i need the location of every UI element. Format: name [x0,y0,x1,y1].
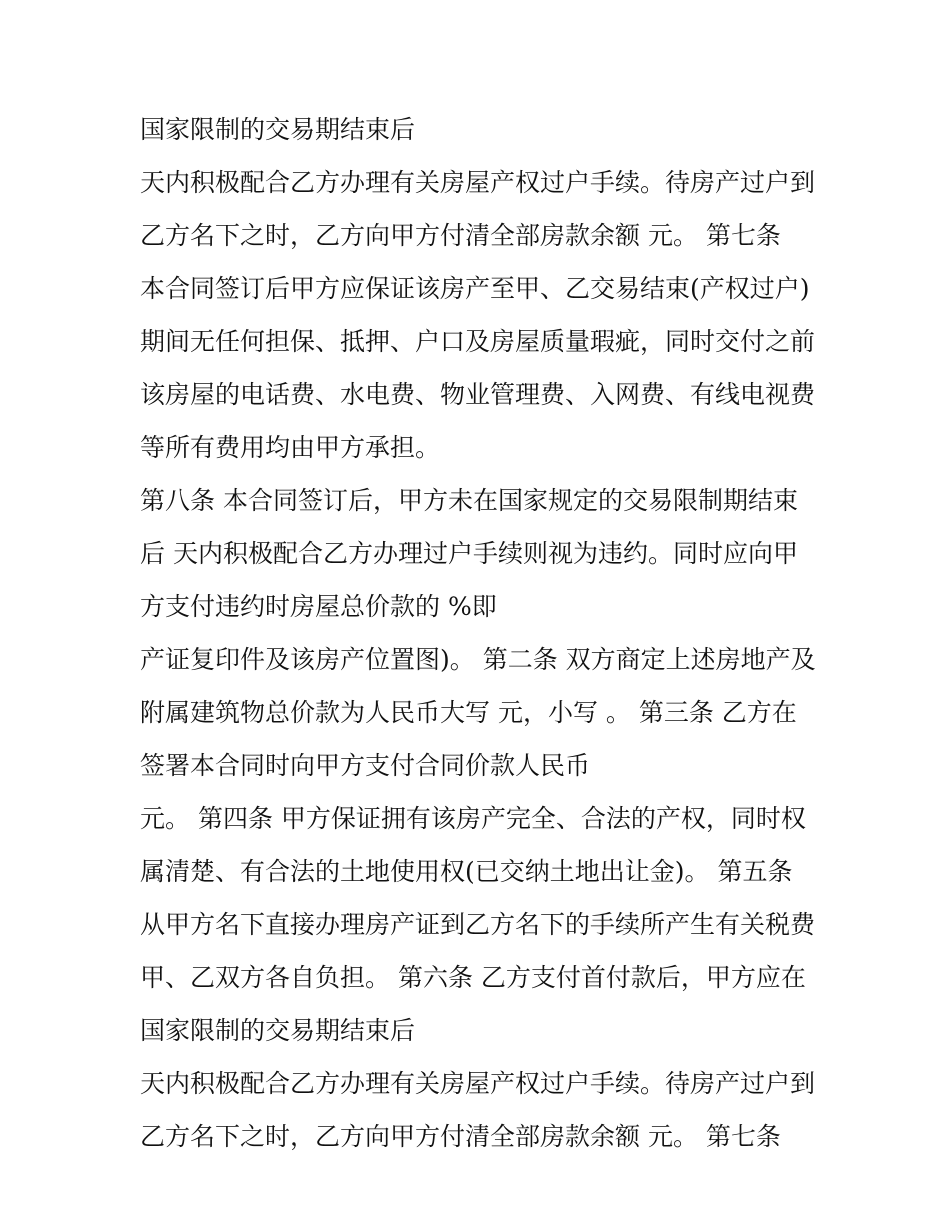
text-line: 该房屋的电话费、水电费、物业管理费、入网费、有线电视费 [140,380,816,409]
text-line: 国家限制的交易期结束后 [140,115,416,144]
text-line: 签署本合同时向甲方支付合同价款人民币 [140,751,591,780]
text-line: 天内积极配合乙方办理有关房屋产权过户手续。待房产过户到 [140,168,816,197]
text-line: 方支付违约时房屋总价款的 %即 [140,592,497,621]
text-line: 第八条 本合同签订后，甲方未在国家规定的交易限制期结束 [140,486,798,515]
text-line: 产证复印件及该房产位置图)。 第二条 双方商定上述房地产及 [140,645,816,674]
text-line: 元。 第四条 甲方保证拥有该房产完全、合法的产权，同时权 [140,804,806,833]
text-line: 附属建筑物总价款为人民币大写 元，小写 。 第三条 乙方在 [140,698,797,727]
contract-text-body [140,110,830,1170]
text-line: 天内积极配合乙方办理有关房屋产权过户手续。待房产过户到 [140,1069,816,1098]
text-line: 后 天内积极配合乙方办理过户手续则视为违约。同时应向甲 [140,539,798,568]
text-line: 等所有费用均由甲方承担。 [140,433,441,462]
text-line: 属清楚、有合法的土地使用权(已交纳土地出让金)。 第五条 [140,857,793,886]
text-line: 本合同签订后甲方应保证该房产至甲、乙交易结束(产权过户) [140,274,810,303]
text-line: 从甲方名下直接办理房产证到乙方名下的手续所产生有关税费 [140,910,816,939]
text-line: 国家限制的交易期结束后 [140,1016,416,1045]
text-line: 甲、乙双方各自负担。 第六条 乙方支付首付款后，甲方应在 [140,963,806,992]
text-line: 乙方名下之时，乙方向甲方付清全部房款余额 元。 第七条 [140,221,781,250]
text-line: 乙方名下之时，乙方向甲方付清全部房款余额 元。 第七条 [140,1122,781,1151]
text-line: 期间无任何担保、抵押、户口及房屋质量瑕疵，同时交付之前 [140,327,816,356]
